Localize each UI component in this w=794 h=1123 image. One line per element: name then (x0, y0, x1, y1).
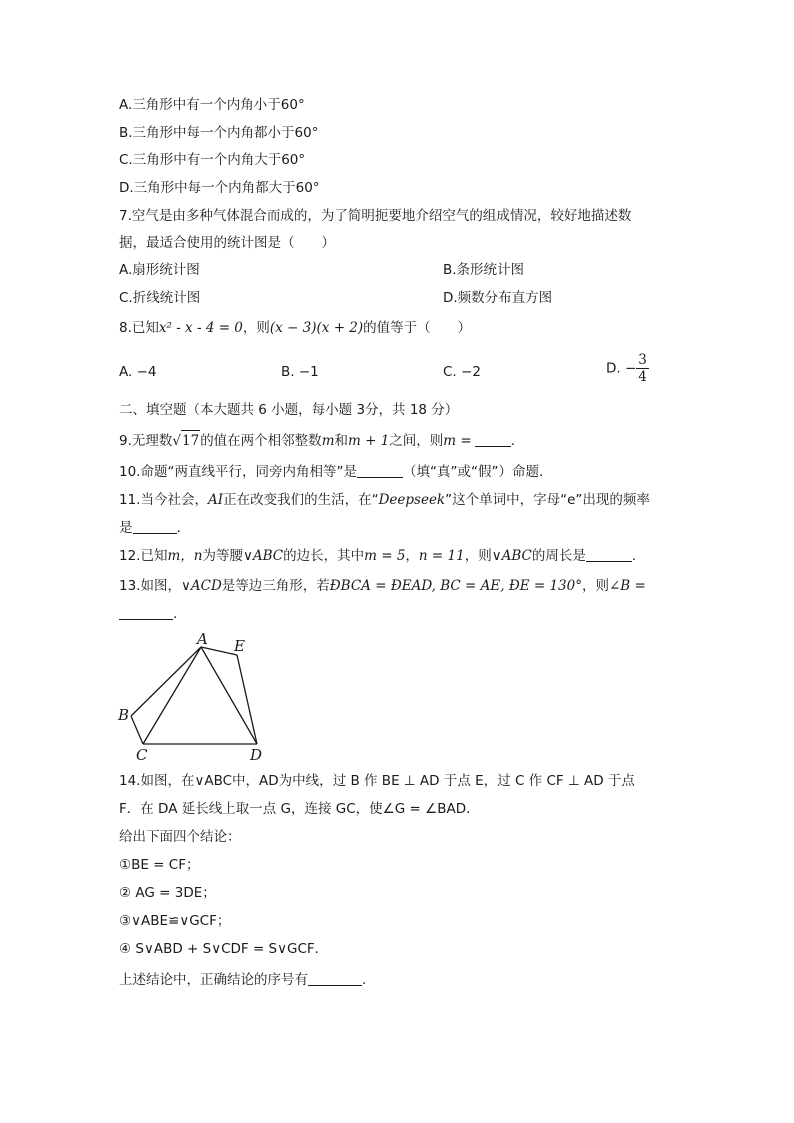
q14-conclusion-2: ② AG = 3DE； (119, 885, 216, 901)
q13-middle: 是等边三角形，若 (221, 578, 330, 594)
q12-end: . (631, 548, 637, 564)
q6-option-b: B.三角形中每一个内角都小于60° (119, 125, 319, 141)
q7-option-d: D.频数分布直方图 (443, 290, 553, 306)
q12-middle: 为等腰 (202, 548, 243, 564)
q9-and: 和 (334, 433, 348, 449)
q8-option-d-denominator: 4 (638, 369, 647, 385)
q11-ai: AI (207, 492, 224, 508)
q9-end: . (510, 433, 515, 449)
q14-conclusion-3: ③∨ABE≌∨GCF； (119, 913, 231, 929)
q14-stem-line1: 14.如图，在∨ABC中，AD为中线，过 B 作 BE ⊥ AD 于点 E，过 C 作 CF ⊥ AD 于点 (119, 773, 635, 789)
q12-suffix1: ，则 (464, 548, 492, 564)
q13-prefix: 13.如图， (119, 578, 181, 594)
q12-suffix2: 的周长是 (531, 548, 586, 564)
q12-m-eq: m = 5 (364, 548, 406, 564)
q12-vars: m，n (167, 548, 203, 564)
q12-triangle2: ∨ABC (491, 548, 532, 564)
q13-stem-line2 (119, 604, 177, 624)
q8-option-a: A. −4 (119, 364, 157, 380)
q8-expression: (x − 3)(x + 2) (269, 320, 364, 336)
q9-m-equals: m = (443, 433, 472, 449)
q9-radicand: 17 (181, 430, 200, 451)
q8-option-d-fraction (636, 352, 649, 385)
label-e: E (234, 637, 245, 655)
segment-ad (201, 647, 257, 744)
q12-prefix: 12.已知 (119, 548, 168, 564)
q8-option-d-numerator: 3 (638, 352, 647, 368)
q9-prefix: 9.无理数 (119, 433, 173, 449)
q8-prefix: 8.已知 (119, 320, 159, 336)
q10-stem (119, 462, 543, 482)
q14-conclusion-4: ④ S∨ABD + S∨CDF = S∨GCF． (119, 941, 329, 957)
q12-n-eq: n = 11 (418, 548, 465, 564)
q8-stem (119, 318, 471, 338)
q14-end: . (362, 972, 367, 988)
segment-ae (201, 647, 237, 655)
q12-answer-blank (586, 547, 632, 562)
q11-word: Deepseek (378, 492, 446, 508)
q11-suffix: ”这个单词中，字母“e”出现的频率 (445, 492, 650, 508)
q11-end: . (176, 520, 181, 536)
q8-equation: x² - x - 4 = 0 (158, 320, 243, 336)
q10-suffix: （填“真”或“假”）命题. (402, 464, 544, 480)
q9-suffix: 之间，则 (389, 433, 444, 449)
q8-option-d-prefix: D. − (606, 360, 637, 377)
q11-answer-blank (133, 519, 177, 534)
q7-stem-line1: 7.空气是由多种气体混合而成的，为了简明扼要地介绍空气的组成情况，较好地描述数 (119, 208, 632, 224)
q11-line2-prefix: 是 (119, 520, 133, 536)
q6-option-d: D.三角形中每一个内角都大于60° (119, 180, 320, 196)
geometry-figure (110, 626, 280, 766)
label-c: C (136, 746, 148, 764)
label-a: A (197, 630, 208, 648)
q13-answer-blank (119, 605, 173, 620)
q11-middle: 正在改变我们的生活，在“ (223, 492, 379, 508)
q14-question-line (119, 970, 366, 990)
q12-middle2: 的边长，其中 (283, 548, 365, 564)
q8-option-d (606, 352, 649, 385)
q8-option-b: B. −1 (281, 364, 319, 380)
q7-option-c: C.折线统计图 (119, 290, 201, 306)
q13-triangle: ∨ACD (180, 578, 222, 594)
q12-stem (119, 546, 636, 566)
q11-prefix: 11.当今社会， (119, 492, 208, 508)
q6-option-a: A.三角形中有一个内角小于60° (119, 97, 305, 113)
q9-middle: 的值在两个相邻整数 (200, 433, 322, 449)
q14-stem-line2: F．在 DA 延长线上取一点 G，连接 GC，使∠G = ∠BAD． (119, 801, 480, 817)
q9-answer-blank (475, 432, 511, 447)
q13-suffix: ，则 (582, 578, 609, 594)
q14-line4-prefix: 上述结论中，正确结论的序号有 (119, 972, 308, 988)
q11-stem-line2 (119, 518, 181, 538)
q8-middle: ，则 (242, 320, 270, 336)
q7-option-a: A.扇形统计图 (119, 262, 200, 278)
q13-condition: ÐBCA = ÐEAD, BC = AE, ÐE = 130° (329, 578, 582, 594)
q10-prefix: 10.命题“两直线平行，同旁内角相等”是 (119, 464, 357, 480)
label-d: D (250, 746, 263, 764)
q8-option-c: C. −2 (443, 364, 481, 380)
q9-stem (119, 430, 515, 451)
q9-var-m: m (321, 433, 335, 449)
q12-comma: ， (405, 548, 419, 564)
q12-triangle: ∨ABC (242, 548, 284, 564)
q14-conclusion-1: ①BE = CF； (119, 857, 200, 873)
segment-bc (131, 716, 143, 744)
section-heading-fill-blank: 二、填空题（本大题共 6 小题，每小题 3分，共 18 分） (119, 402, 459, 418)
q13-end: . (173, 606, 178, 622)
q11-stem-line1 (119, 490, 650, 510)
q6-option-c: C.三角形中有一个内角大于60° (119, 152, 306, 168)
q9-var-m-plus-1: m + 1 (348, 433, 390, 449)
q14-answer-blank (308, 971, 362, 986)
q7-option-b: B.条形统计图 (443, 262, 525, 278)
q8-suffix: 的值等于（ ） (363, 320, 472, 336)
q10-answer-blank (357, 463, 403, 478)
q13-stem (119, 576, 646, 596)
q13-ask: ∠B = (609, 578, 646, 594)
q7-stem-line2: 据，最适合使用的统计图是（ ） (119, 235, 335, 251)
sqrt-symbol: √ (172, 433, 181, 449)
segment-ed (237, 655, 257, 744)
q14-stem-line3: 给出下面四个结论： (119, 829, 241, 845)
label-b: B (118, 706, 130, 724)
